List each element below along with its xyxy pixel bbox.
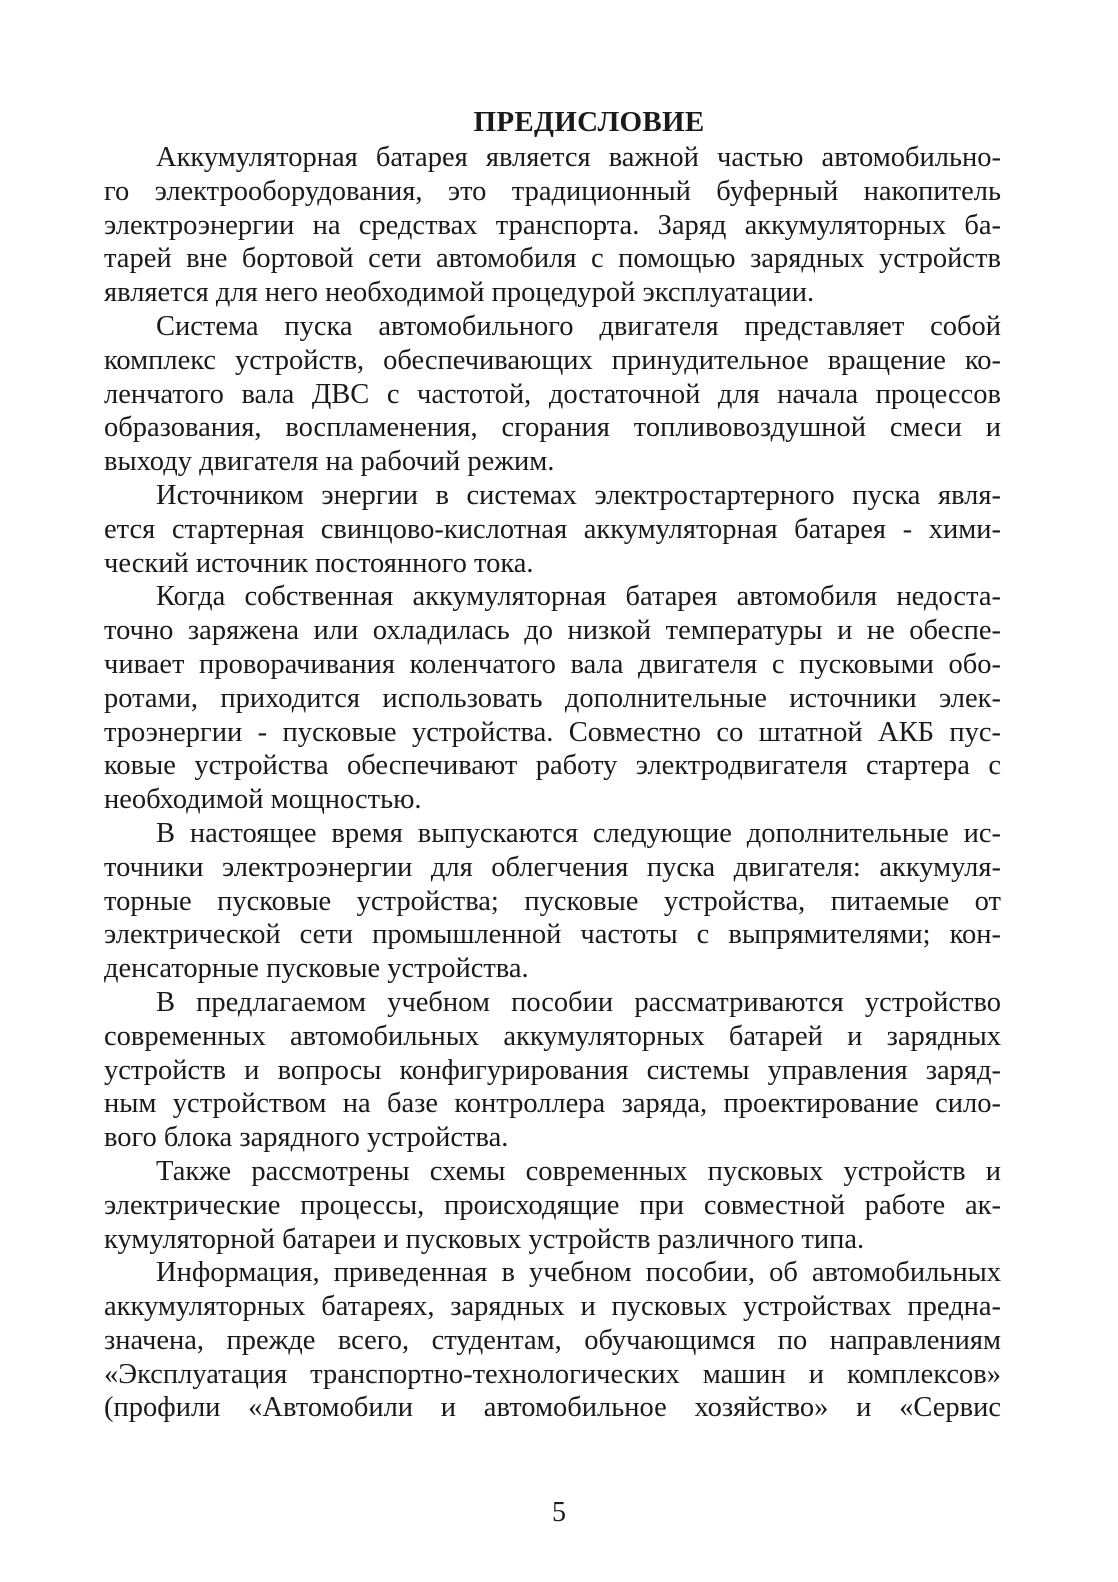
text-line: электрические процессы, происходящие при совместной работе ак- (104, 1189, 1001, 1221)
text-line: ленчатого вала ДВС с частотой, достаточной для начала процессов (104, 378, 1001, 410)
paragraph (104, 141, 1001, 310)
text-line: Также рассмотрены схемы современных пусковых устройств и (156, 1155, 1001, 1187)
text-line: значена, прежде всего, студентам, обучающимся по направлениям (104, 1324, 1001, 1356)
text-line: ковые устройства обеспечивают работу электродвигателя стартера с (104, 750, 1001, 782)
text-line: Источником энергии в системах электростартерного пуска явля- (156, 479, 1001, 511)
body-text (104, 141, 1001, 1425)
page-title: ПРЕДИСЛОВИЕ (473, 106, 705, 138)
text-line: (профили «Автомобили и автомобильное хозяйство» и «Сервис (104, 1392, 1001, 1424)
text-line: чивает проворачивания коленчатого вала двигателя с пусковыми обо- (104, 648, 1001, 680)
text-line: торные пусковые устройства; пусковые устройства, питаемые от (104, 885, 1001, 917)
text-line: устройств и вопросы конфигурирования системы управления заряд- (104, 1054, 1001, 1086)
text-line: образования, воспламенения, сгорания топливовоздушной смеси и (104, 412, 1001, 444)
text-line: электрической сети промышленной частоты с выпрямителями; кон- (104, 919, 1001, 951)
text-line: троэнергии - пусковые устройства. Совместно со штатной АКБ пус- (104, 716, 1001, 748)
text-line: выходу двигателя на рабочий режим. (104, 446, 555, 478)
text-line: точники электроэнергии для облегчения пуска двигателя: аккумуля- (104, 851, 1001, 883)
text-line: является для него необходимой процедурой эксплуатации. (104, 277, 815, 309)
paragraph (104, 1155, 1001, 1256)
paragraph (104, 817, 1001, 986)
text-line: ным устройством на базе контроллера заряда, проектирование сило- (104, 1088, 1001, 1120)
paragraph (104, 580, 1001, 817)
text-line: Аккумуляторная батарея является важной частью автомобильно- (156, 142, 1001, 173)
text-line: Система пуска автомобильного двигателя представляет собой (156, 310, 1001, 342)
text-line: Информация, приведенная в учебном пособии, об автомобильных (156, 1257, 1001, 1289)
text-line: Когда собственная аккумуляторная батарея автомобиля недоста- (156, 581, 1001, 613)
text-line: ется стартерная свинцово-кислотная аккумуляторная батарея - хими- (104, 513, 1001, 545)
page-number: 5 (552, 1497, 566, 1528)
text-line: точно заряжена или охладилась до низкой температуры и не обеспе- (104, 615, 1001, 647)
text-line: тарей вне бортовой сети автомобиля с помощью зарядных устройств (104, 243, 1001, 275)
text-line: кумуляторной батареи и пусковых устройств различного типа. (104, 1223, 865, 1255)
text-line: аккумуляторных батареях, зарядных и пусковых устройствах предна- (104, 1291, 1001, 1323)
paragraph (104, 479, 1001, 580)
text-line: вого блока зарядного устройства. (104, 1122, 509, 1154)
text-line: комплекс устройств, обеспечивающих принудительное вращение ко- (104, 344, 1001, 376)
text-line: ческий источник постоянного тока. (104, 547, 534, 579)
paragraph (104, 310, 1001, 479)
text-line: необходимой мощностью. (104, 784, 422, 816)
text-line: го электрооборудования, это традиционный буферный накопитель (104, 175, 1001, 207)
text-line: ротами, приходится использовать дополнительные источники элек- (104, 682, 1001, 714)
text-line: денсаторные пусковые устройства. (104, 953, 529, 985)
text-line: электроэнергии на средствах транспорта. Заряд аккумуляторных ба- (104, 209, 1001, 241)
text-line: «Эксплуатация транспортно-технологических машин и комплексов» (104, 1358, 1001, 1390)
paragraph (104, 986, 1001, 1155)
text-line: современных автомобильных аккумуляторных батарей и зарядных (104, 1020, 1001, 1052)
paragraph (104, 1256, 1001, 1425)
text-line: В предлагаемом учебном пособии рассматриваются устройство (156, 986, 1001, 1018)
text-line: В настоящее время выпускаются следующие дополнительные ис- (156, 817, 1001, 849)
